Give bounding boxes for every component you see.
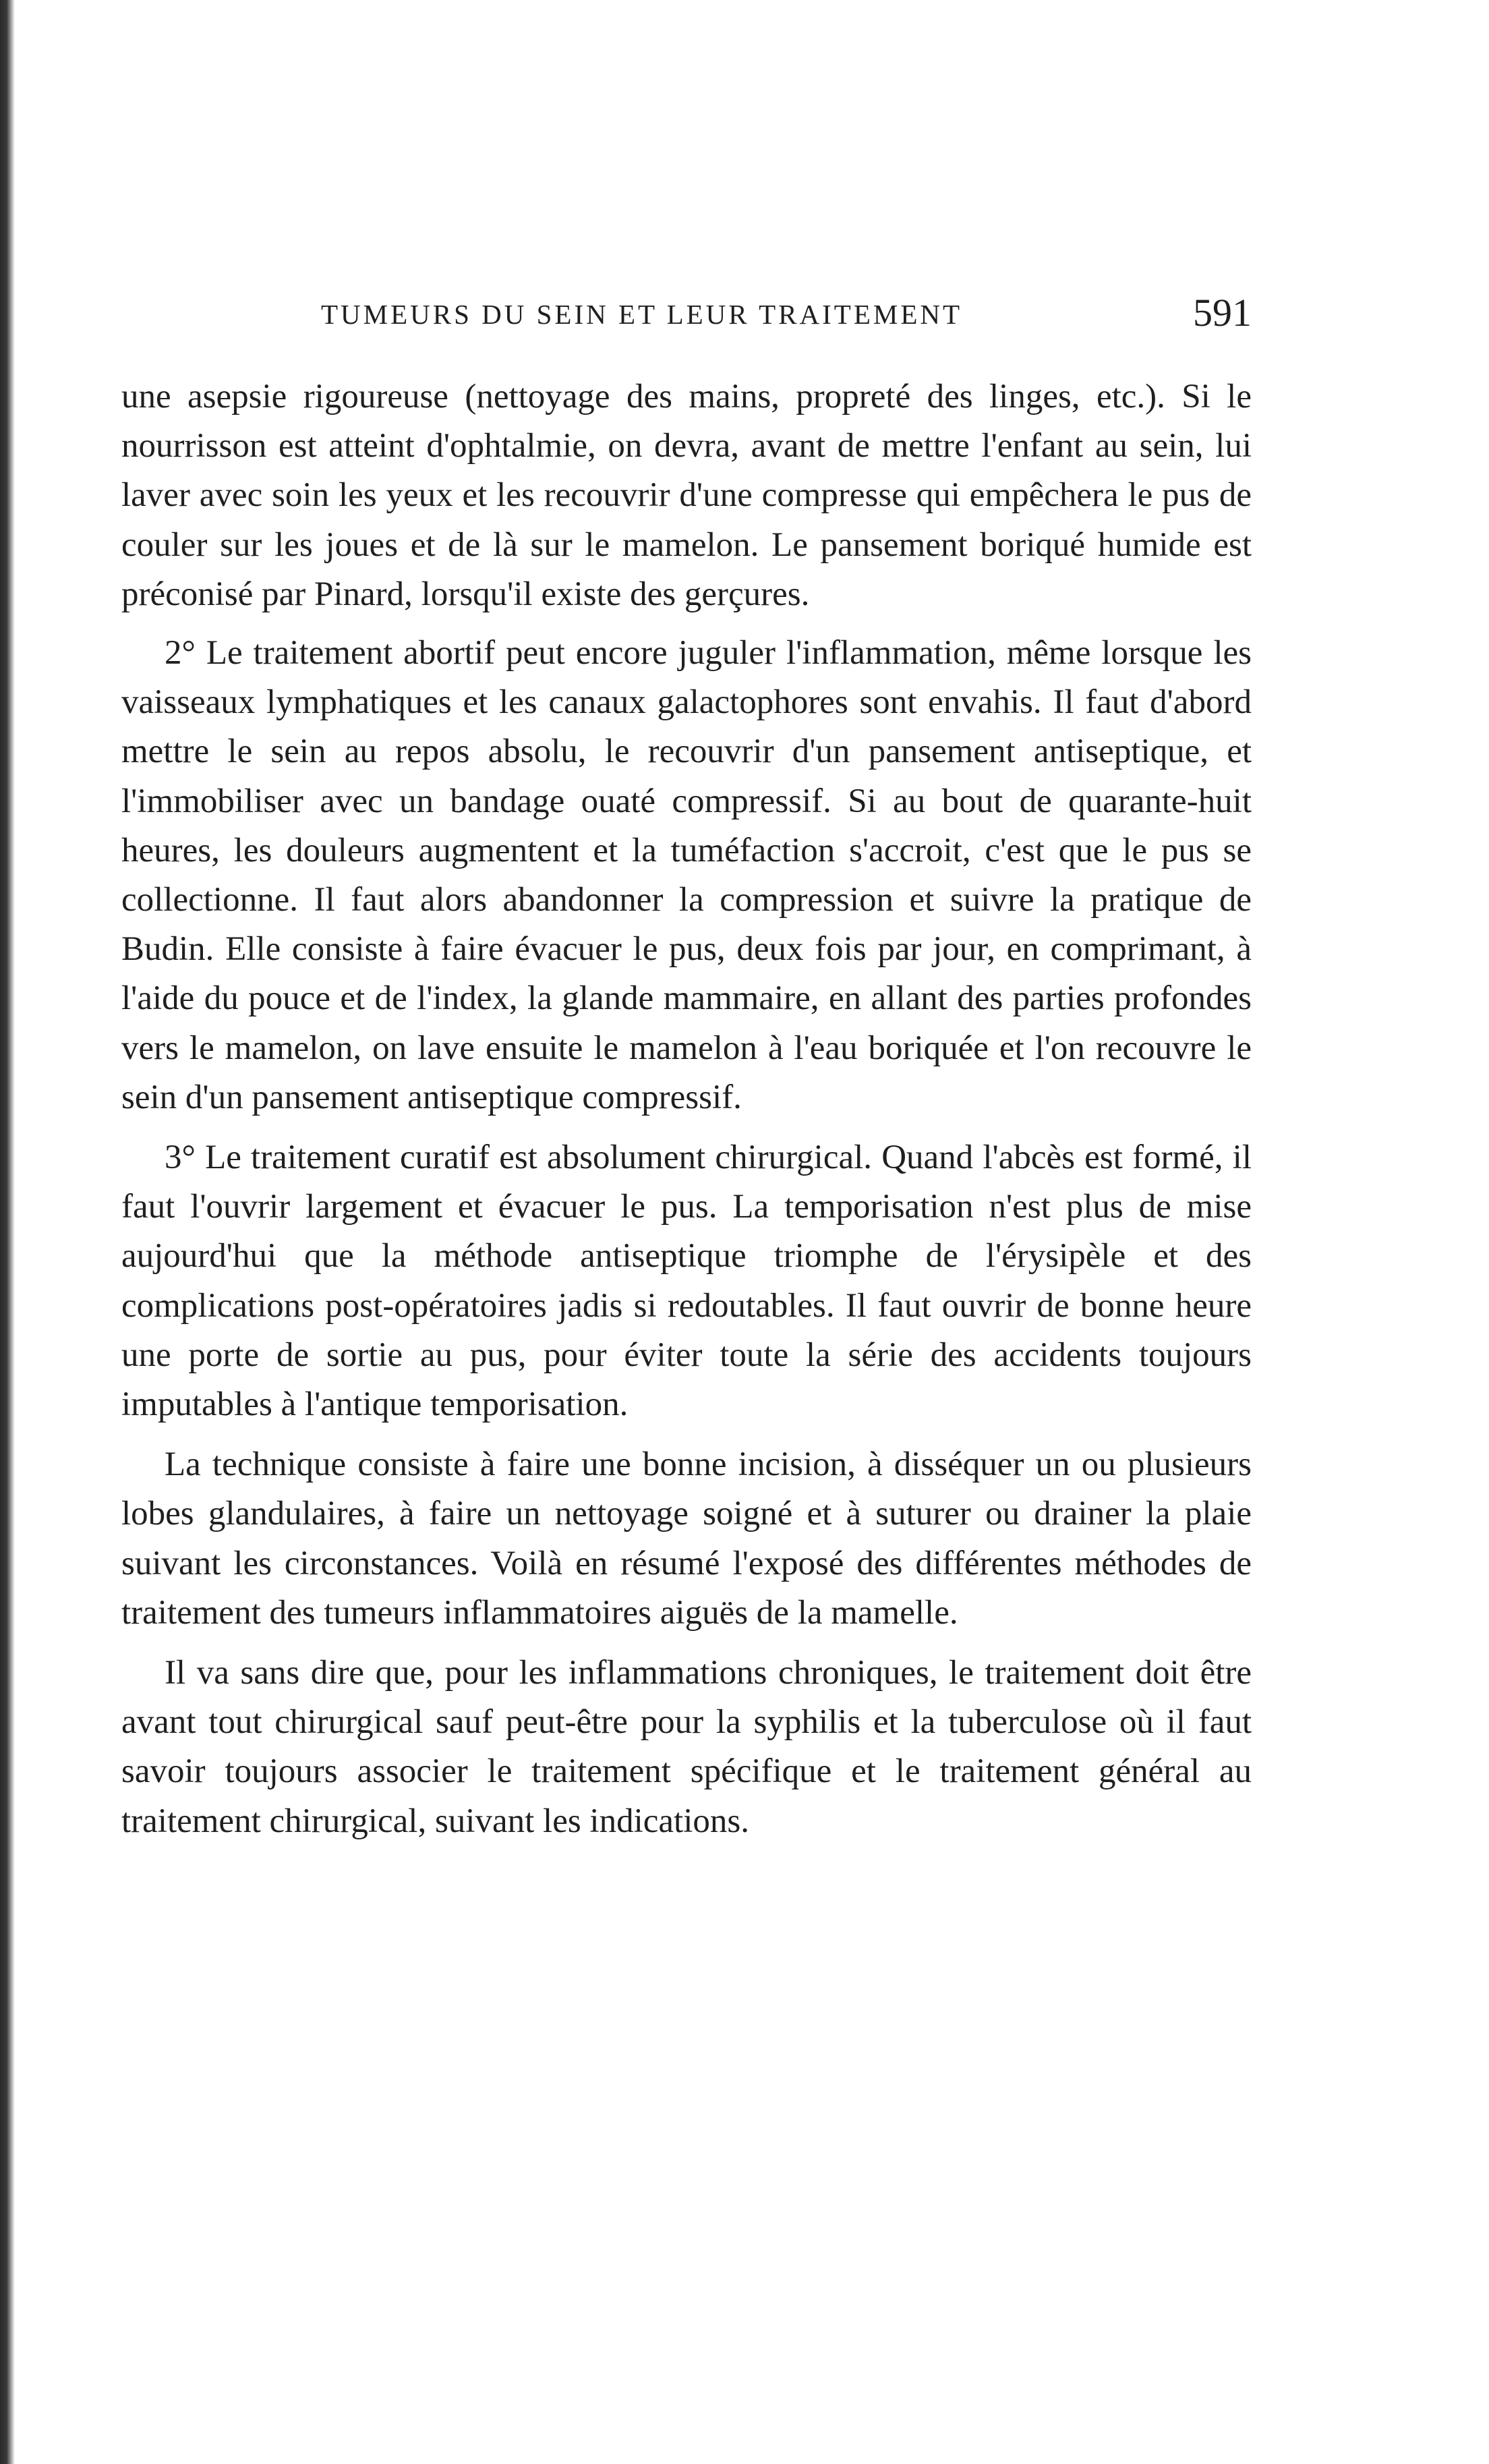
paragraph: La technique consiste à faire une bonne incision, à disséquer un ou plusieurs lobes glandulaires, à faire un nettoyage soigné et à suturer ou drainer la plaie suivant les circonstances. Voilà en résumé l'exposé des différentes méthodes de traitement des tumeurs inflammatoires aiguës de la mamelle. bbox=[121, 1445, 1252, 1632]
paragraph: 2° Le traitement abortif peut encore juguler l'inflammation, même lorsque les vaisseaux lymphatiques et les canaux galactophores sont envahis. Il faut d'abord mettre le sein au repos absolu, le recouvrir d'un pansement antiseptique, et l'immobiliser avec un bandage ouaté compressif. Si au bout de quarante-huit heures, les douleurs augmentent et la tuméfaction s'accroit, c'est que le pus se collectionne. Il faut alors abandonner la compression et suivre la pratique de Budin. Elle consiste à faire évacuer le pus, deux fois par jour, en comprimant, à l'aide du pouce et de l'index, la glande mammaire, en allant des parties profondes vers le mamelon, on lave ensuite le mamelon à l'eau boriquée et l'on recouvre le sein d'un pansement antiseptique compressif. bbox=[121, 634, 1252, 1116]
running-header bbox=[321, 290, 1252, 344]
page-number: 591 bbox=[1193, 291, 1252, 335]
paragraph: 3° Le traitement curatif est absolument chirurgical. Quand l'abcès est formé, il faut l'ouvrir largement et évacuer le pus. La temporisation n'est plus de mise aujourd'hui que la méthode antiseptique triomphe de l'érysipèle et des complications post-opératoires jadis si redoutables. Il faut ouvrir de bonne heure une porte de sortie au pus, pour éviter toute la série des accidents toujours imputables à l'antique temporisation. bbox=[121, 1139, 1252, 1424]
scanned-page-edge bbox=[0, 0, 15, 2464]
paragraph: Il va sans dire que, pour les inflammations chroniques, le traitement doit être avant tout chirurgical sauf peut-être pour la syphilis et la tuberculose où il faut savoir toujours associer le traitement spécifique et le traitement général au traitement chirurgical, suivant les indications. bbox=[121, 1654, 1252, 1840]
running-title: TUMEURS DU SEIN ET LEUR TRAITEMENT bbox=[321, 299, 963, 330]
paragraph: une asepsie rigoureuse (nettoyage des mains, propreté des linges, etc.). Si le nourrisson est atteint d'ophtalmie, on devra, avant de mettre l'enfant au sein, lui laver avec soin les yeux et les recouvrir d'une compresse qui empêchera le pus de couler sur les joues et de là sur le mamelon. Le pansement boriqué humide est préconisé par Pinard, lorsqu'il existe des gerçures. bbox=[121, 378, 1252, 613]
body-text bbox=[121, 372, 1252, 1857]
